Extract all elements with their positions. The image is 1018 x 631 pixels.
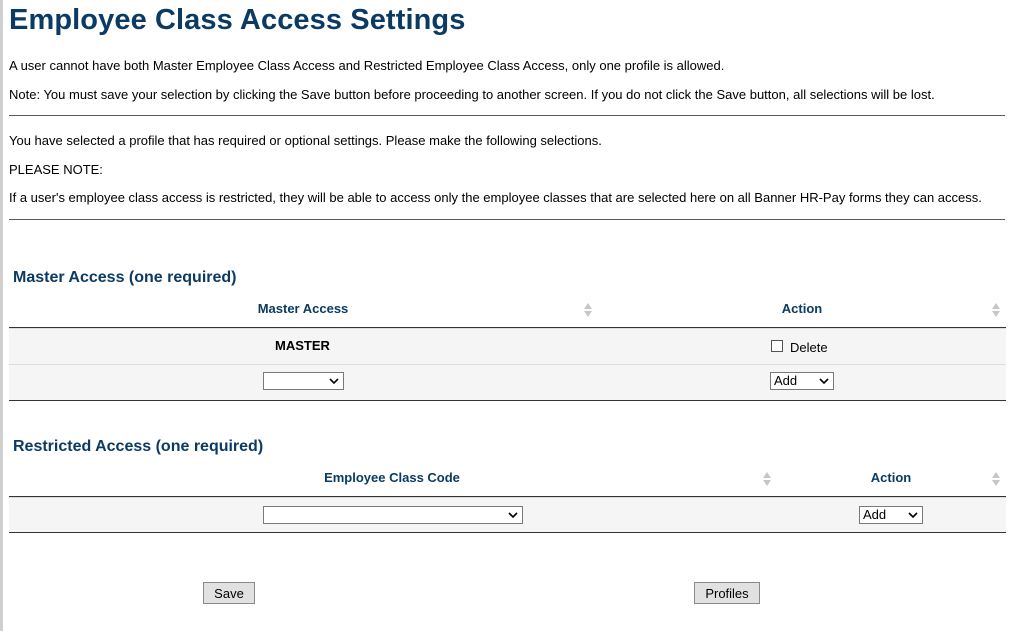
- save-button[interactable]: Save: [203, 582, 255, 604]
- chevron-down-icon: [508, 510, 518, 520]
- sort-icon[interactable]: [992, 303, 1000, 317]
- delete-checkbox[interactable]: [771, 340, 783, 352]
- please-note-label: PLEASE NOTE:: [9, 162, 103, 177]
- intro-text-profile-rule: A user cannot have both Master Employee Class Access and Restricted Employee Class Access, only one profile is allowed.: [9, 58, 725, 73]
- delete-label: Delete: [790, 340, 828, 355]
- profiles-button[interactable]: Profiles: [694, 582, 760, 604]
- intro-text-save-note: Note: You must save your selection by clicking the Save button before proceeding to another screen. If you do not click the Save button, all selections will be lost.: [9, 87, 935, 102]
- table-bottom-border: [9, 400, 1006, 401]
- master-access-section-title: Master Access (one required): [13, 269, 237, 286]
- master-access-column-header[interactable]: Master Access: [257, 301, 349, 316]
- chevron-down-icon: [908, 510, 918, 520]
- table-bottom-border: [9, 532, 1006, 533]
- profile-settings-message: You have selected a profile that has required or optional settings. Please make the following selections.: [9, 133, 602, 148]
- restriction-message: If a user's employee class access is restricted, they will be able to access only the employee classes that are selected here on all Banner HR-Pay forms they can access.: [9, 190, 982, 205]
- employee-class-code-select[interactable]: [263, 506, 523, 524]
- restricted-action-select[interactable]: Add: [859, 506, 923, 524]
- divider: [9, 219, 1005, 220]
- action-column-header[interactable]: Action: [870, 470, 912, 485]
- table-row: [9, 328, 1006, 364]
- chevron-down-icon: [819, 376, 829, 386]
- sort-icon[interactable]: [584, 303, 592, 317]
- page-title: Employee Class Access Settings: [9, 4, 466, 36]
- master-access-value: MASTER: [275, 338, 330, 353]
- master-access-select[interactable]: [263, 372, 344, 390]
- divider: [9, 115, 1005, 116]
- restricted-access-section-title: Restricted Access (one required): [13, 438, 264, 455]
- master-action-select[interactable]: Add: [770, 372, 834, 390]
- employee-class-code-column-header[interactable]: Employee Class Code: [324, 470, 460, 485]
- chevron-down-icon: [329, 376, 339, 386]
- action-column-header[interactable]: Action: [781, 301, 823, 316]
- sort-icon[interactable]: [992, 472, 1000, 486]
- left-border: [0, 0, 3, 631]
- table-row: [9, 364, 1006, 401]
- sort-icon[interactable]: [763, 472, 771, 486]
